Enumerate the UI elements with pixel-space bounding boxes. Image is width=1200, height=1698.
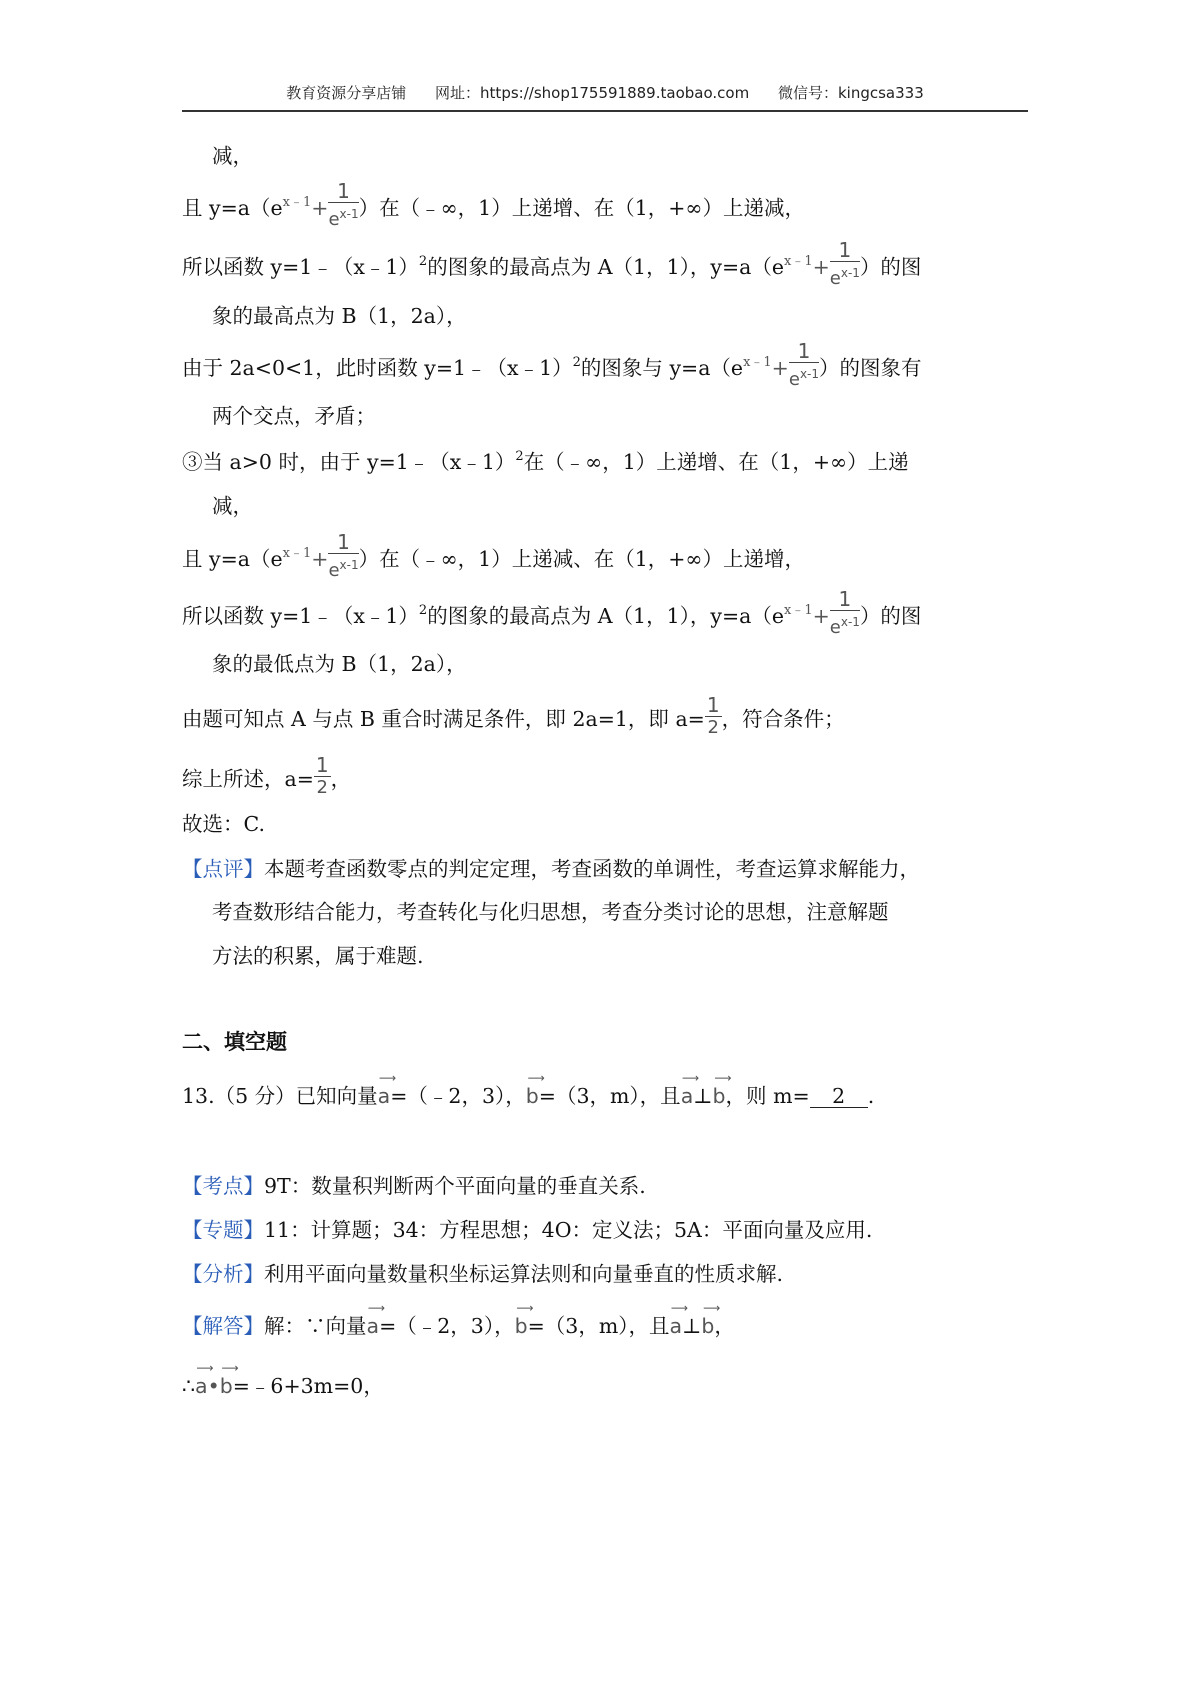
text-line: 综上所述，a= $\frac{1}{2}$ ，: [182, 753, 352, 798]
header-url: 网址：https://shop175591889.taobao.com: [435, 84, 750, 102]
fraction: $\frac{1}{e^{x-1}}$: [788, 339, 820, 390]
fraction: $\frac{1}{e^{x-1}}$: [829, 238, 860, 289]
comment-line: 方法的积累，属于难题.: [212, 944, 424, 968]
text-line: ③当 a>0 时，由于 y=1﹣（x﹣1）$^2$在（﹣∞，1）上递增、在（1，+∞）上递: [182, 449, 909, 474]
text-line: 且 $y=a(e^{x﹣1}+$ $\frac{1}{e^{x-1}}$ ）在（﹣∞，1）上递增、在（1，+∞）上递减，: [182, 179, 806, 230]
vector-b: ⟶ b: [514, 1301, 531, 1338]
vector-a: ⟶ a: [680, 1071, 697, 1108]
dot-product-line: ∴ ⟶ a• ⟶ b=﹣6+3m=0，: [182, 1361, 384, 1398]
text-line: 减，: [212, 494, 253, 518]
fraction: $\frac{1}{e^{x-1}}$: [829, 587, 860, 638]
zhuanti-line: 【专题】11：计算题；34：方程思想；4O：定义法；5A：平面向量及应用.: [182, 1218, 873, 1242]
vector-b: ⟶ b: [219, 1361, 236, 1398]
text-line: 减，: [212, 144, 253, 168]
vector-a: ⟶ a: [377, 1071, 394, 1108]
fraction: $\frac{1}{e^{x-1}}$: [328, 530, 359, 581]
vector-a: ⟶ a: [195, 1361, 211, 1398]
comment-tag: 【点评】: [182, 857, 264, 881]
text-line: 所以函数 y=1﹣（x﹣1）$^2$的图象的最高点为 A（1，1），$y=a(e^{x﹣1}+$ $\frac{1}{e^{x-1}}$ ）的图: [182, 238, 922, 289]
vector-b: ⟶ b: [525, 1071, 542, 1108]
vector-a: ⟶ a: [669, 1301, 686, 1338]
vector-b: ⟶ b: [712, 1071, 729, 1108]
comment-line: 【点评】本题考查函数零点的判定定理，考查函数的单调性，考查运算求解能力，: [182, 857, 920, 881]
fraction-one-half: $\frac{1}{2}$: [315, 753, 329, 798]
text-line: 所以函数 y=1﹣（x﹣1）$^2$的图象的最高点为 A（1，1），$y=a(e^{x﹣1}+$ $\frac{1}{e^{x-1}}$ ）的图: [182, 587, 922, 638]
text-line: 且 $y=a(e^{x﹣1}+$ $\frac{1}{e^{x-1}}$ ）在（﹣∞，1）上递减、在（1，+∞）上递增，: [182, 530, 806, 581]
zhuanti-tag: 【专题】: [182, 1218, 264, 1242]
vector-b: ⟶ b: [701, 1301, 718, 1338]
question-13: 13.（5 分）已知向量 ⟶ a=（﹣2，3）， ⟶ b=（3，m），且 ⟶ a⊥ ⟶ b，则 m= 2 .: [182, 1071, 875, 1108]
kaodian-line: 【考点】9T：数量积判断两个平面向量的垂直关系.: [182, 1174, 646, 1198]
jieda-line: 【解答】解：∵向量 ⟶ a=（﹣2，3）， ⟶ b=（3，m），且 ⟶ a⊥ ⟶ b，: [182, 1301, 735, 1338]
text-line: 由题可知点 A 与点 B 重合时满足条件，即 2a=1，即 a= $\frac{1}{2}$ ，符合条件；: [182, 693, 845, 738]
text-line: 象的最高点为 B（1，2a），: [212, 304, 467, 328]
jieda-tag: 【解答】: [182, 1314, 264, 1338]
answer-blank: 2: [810, 1085, 868, 1108]
header-divider: [182, 110, 1028, 112]
fenxi-tag: 【分析】: [182, 1262, 264, 1286]
text-line: 故选：C.: [182, 812, 265, 836]
comment-line: 考查数形结合能力，考查转化与化归思想，考查分类讨论的思想，注意解题: [212, 900, 889, 924]
fraction: $\frac{1}{e^{x-1}}$: [328, 179, 359, 230]
header-wechat: 微信号：kingcsa333: [777, 84, 924, 102]
fraction-one-half: $\frac{1}{2}$: [706, 693, 720, 738]
text-line: 两个交点，矛盾；: [212, 404, 376, 428]
text-line: 象的最低点为 B（1，2a），: [212, 652, 467, 676]
header-shop: 教育资源分享店铺: [286, 84, 407, 102]
vector-a: ⟶ a: [366, 1301, 383, 1338]
fenxi-line: 【分析】利用平面向量数量积坐标运算法则和向量垂直的性质求解.: [182, 1262, 784, 1286]
text-line: 由于 2a<0<1，此时函数 y=1﹣（x﹣1）$^2$的图象与 $y=a(e^{x﹣1}+$ $\frac{1}{e^{x-1}}$ ）的图象有: [182, 339, 922, 390]
kaodian-tag: 【考点】: [182, 1174, 264, 1198]
page-header: [182, 82, 1028, 103]
section-title: 二、填空题: [182, 1029, 287, 1054]
